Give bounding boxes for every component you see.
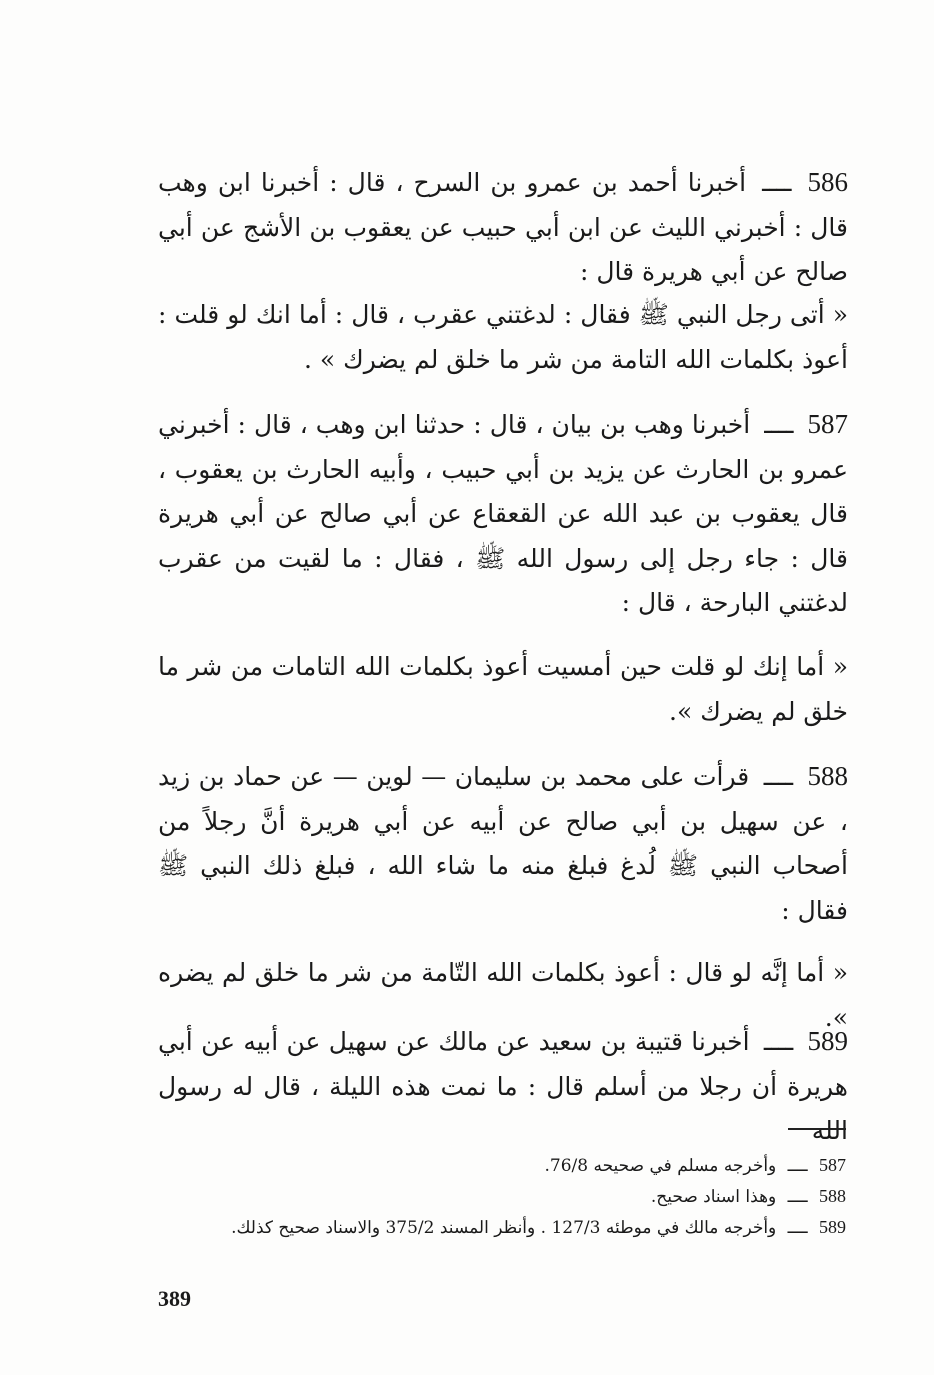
hadith-588 — [158, 754, 848, 933]
hadith-text: أخبرنا وهب بن بيان ، قال : حدثنا ابن وهب ، قال : أخبرني عمرو بن الحارث عن يزيد بن أبي حبيب ، وأبيه الحارث بن يعقوب ، قال يعقوب بن عبد الله عن القعقاع عن أبي صالح عن أبي هريرة قال : جاء رجل إلى رسول الله ﷺ ، فقال : ما لقيت من عقرب لدغتني البارحة ، قال : — [158, 410, 848, 617]
hadith-587-quote — [158, 645, 848, 734]
footnote-number: 589 — [819, 1217, 846, 1237]
dash: ــــ — [787, 1156, 808, 1176]
dash: ــــ — [763, 762, 794, 791]
hadith-number: 586 — [807, 167, 848, 197]
dash: ــــ — [764, 410, 794, 439]
quote-text: « أتى رجل النبي ﷺ فقال : لدغتني عقرب ، قال : أما انك لو قلت : أعوذ بكلمات الله التامة من شر ما خلق لم يضرك » . — [158, 300, 848, 374]
hadith-number: 589 — [807, 1026, 848, 1056]
footnote-text: وهذا اسناد صحيح. — [650, 1187, 777, 1207]
dash: ــــ — [762, 168, 792, 197]
hadith-number: 587 — [807, 409, 848, 439]
footnote-separator — [788, 1128, 846, 1130]
hadith-586 — [158, 160, 848, 295]
footnote-589 — [158, 1212, 846, 1243]
hadith-587 — [158, 402, 848, 626]
quote-text: « أما إنك لو قلت حين أمسيت أعوذ بكلمات الله التامات من شر ما خلق لم يضرك ». — [158, 652, 848, 726]
hadith-text: أخبرنا أحمد بن عمرو بن السرح ، قال : أخبرنا ابن وهب قال : أخبرني الليث عن ابن أبي حبيب عن يعقوب بن الأشج عن أبي صالح عن أبي هريرة قال : — [158, 168, 848, 286]
footnote-text: وأخرجه مسلم في صحيحه 76/8. — [544, 1156, 777, 1176]
quote-text: « أما إنَّه لو قال : أعوذ بكلمات الله التّامة من شر ما خلق لم يضره ». — [158, 958, 848, 1032]
page-number: 389 — [158, 1286, 191, 1311]
hadith-text: أخبرنا قتيبة بن سعيد عن مالك عن سهيل عن أبيه عن أبي هريرة أن رجلا من أسلم قال : ما نمت هذه الليلة ، قال له رسول الله — [158, 1027, 848, 1145]
footnote-number: 587 — [819, 1155, 846, 1175]
hadith-589 — [158, 1019, 848, 1154]
hadith-text: قرأت على محمد بن سليمان — لوين — عن حماد بن زيد ، عن سهيل بن أبي صالح عن أبيه عن أبي هريرة أنَّ رجلاً من أصحاب النبي ﷺ لُدغ فبلغ منه ما شاء الله ، فبلغ ذلك النبي ﷺ فقال : — [158, 762, 848, 925]
footnote-588 — [158, 1181, 846, 1212]
hadith-586-quote — [158, 293, 848, 382]
dash: ــــ — [763, 1027, 794, 1056]
footnote-text: وأخرجه مالك في موطئه 127/3 . وأنظر المسند 375/2 والاسناد صحيح كذلك. — [231, 1218, 777, 1238]
dash: ــــ — [787, 1187, 808, 1207]
dash: ــــ — [787, 1218, 808, 1238]
footnote-587 — [158, 1150, 846, 1181]
footnote-number: 588 — [819, 1186, 846, 1206]
hadith-number: 588 — [807, 761, 849, 791]
footnotes — [158, 1150, 846, 1243]
